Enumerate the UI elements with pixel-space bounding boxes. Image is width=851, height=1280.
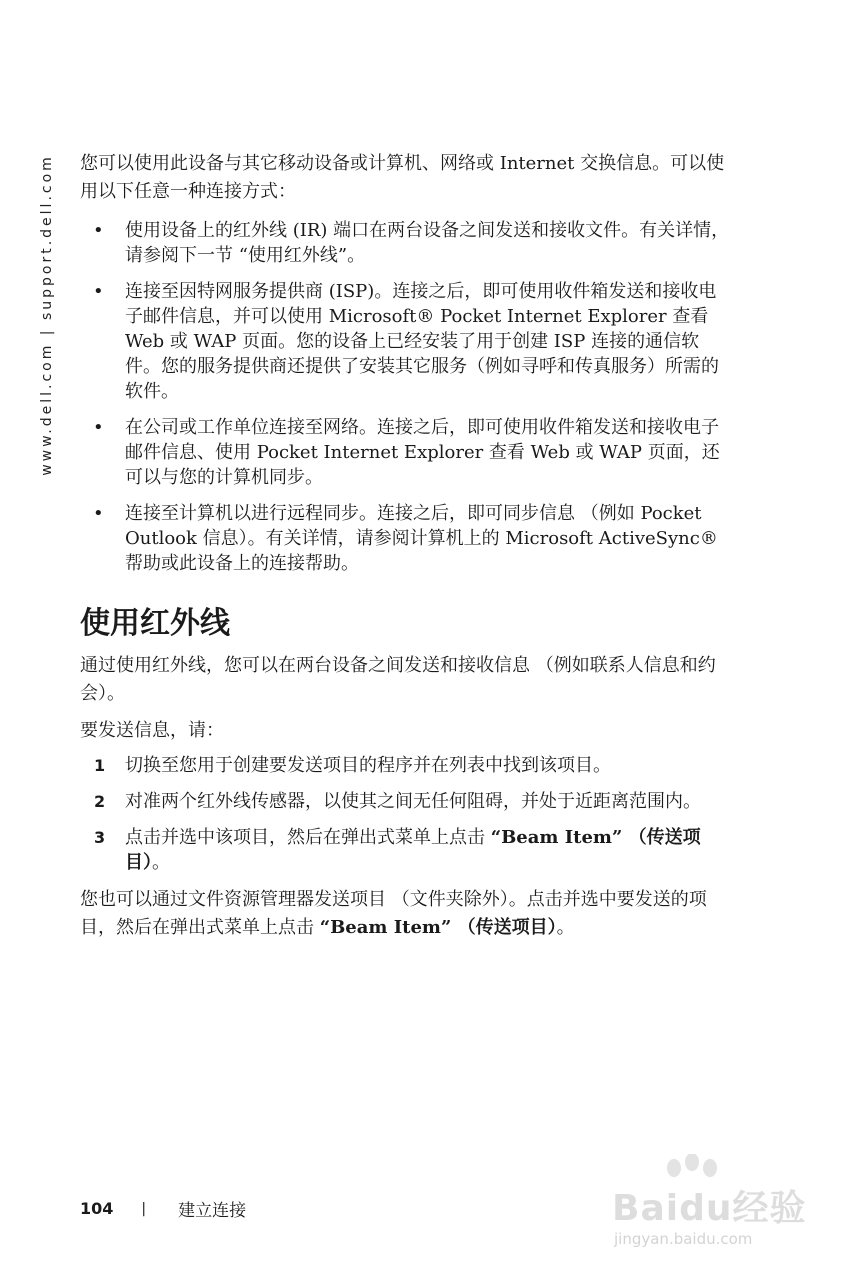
closing-text: 您也可以通过文件资源管理器发送项目 （文件夹除外）。点击并选中要发送的项目，然后在弹出式菜单上点击 <box>80 889 707 938</box>
list-item-text: 使用设备上的红外线 (IR) 端口在两台设备之间发送和接收文件。有关详情，请参阅下一节 “使用红外线”。 <box>125 220 730 266</box>
baidu-watermark <box>600 1150 840 1260</box>
page-footer <box>80 1196 246 1221</box>
list-item <box>80 279 730 404</box>
bullet-icon: • <box>93 503 104 524</box>
list-item-text: 在公司或工作单位连接至网络。连接之后，即可使用收件箱发送和接收电子邮件信息、使用 Pocket Internet Explorer 查看 Web 或 WAP 页面，还可以与您的计算机同步。 <box>125 417 720 488</box>
beam-item-command-closing: “Beam Item” （传送项目） <box>319 917 557 938</box>
list-item-text: 连接至因特网服务提供商 (ISP)。连接之后，即可使用收件箱发送和接收电子邮件信息，并可以使用 Microsoft® Pocket Internet Explorer 查看 Web 或 WAP 页面。您的设备上已经安装了用于创建 ISP 连接的通信软件。您的服务提供商还提供了安装其它服务（例如寻呼和传真服务）所需的软件。 <box>125 281 719 402</box>
watermark-url: jingyan.baidu.com <box>614 1230 753 1248</box>
step-text-tail: 。 <box>152 852 170 873</box>
beam-item-command: “Beam Item” （传送项目） <box>125 827 701 873</box>
connection-methods-list <box>80 218 730 576</box>
intro-paragraph: 您可以使用此设备与其它移动设备或计算机、网络或 Internet 交换信息。可以使用以下任意一种连接方式： <box>80 153 725 202</box>
list-item <box>80 218 730 268</box>
list-item <box>80 415 730 490</box>
bullet-icon: • <box>93 220 104 241</box>
step-text: 切换至您用于创建要发送项目的程序并在列表中找到该项目。 <box>125 755 611 776</box>
list-item <box>80 501 730 576</box>
step-text: 对准两个红外线传感器，以使其之间无任何阻碍，并处于近距离范围内。 <box>125 791 701 812</box>
step-text: 点击并选中该项目，然后在弹出式菜单上点击 <box>125 827 491 848</box>
step-number: 1 <box>94 756 106 775</box>
step-number: 3 <box>94 828 106 847</box>
side-url-text: www.dell.com | support.dell.com <box>39 154 55 476</box>
list-item-text: 连接至计算机以进行远程同步。连接之后，即可同步信息 （例如 Pocket Outlook 信息）。有关详情，请参阅计算机上的 Microsoft ActiveSync® 帮助或此设备上的连接帮助。 <box>125 503 718 574</box>
step-item <box>80 825 730 875</box>
step-item <box>80 789 730 814</box>
bullet-icon: • <box>93 281 104 302</box>
side-url <box>36 155 58 475</box>
footer-separator: | <box>141 1200 147 1217</box>
bullet-icon: • <box>93 417 104 438</box>
closing-tail: 。 <box>556 917 575 938</box>
step-item <box>80 753 730 778</box>
chapter-title: 建立连接 <box>178 1201 247 1221</box>
steps-lead: 要发送信息，请： <box>80 720 224 741</box>
closing-paragraph <box>80 886 730 942</box>
beam-steps-list <box>80 753 730 875</box>
step-number: 2 <box>94 792 106 811</box>
section-intro: 通过使用红外线，您可以在两台设备之间发送和接收信息 （例如联系人信息和约会）。 <box>80 655 716 704</box>
section-heading: 使用红外线 <box>80 606 230 641</box>
page-content <box>80 150 730 942</box>
watermark-brand: Baidu经验 <box>612 1188 807 1229</box>
page-number: 104 <box>80 1199 114 1218</box>
